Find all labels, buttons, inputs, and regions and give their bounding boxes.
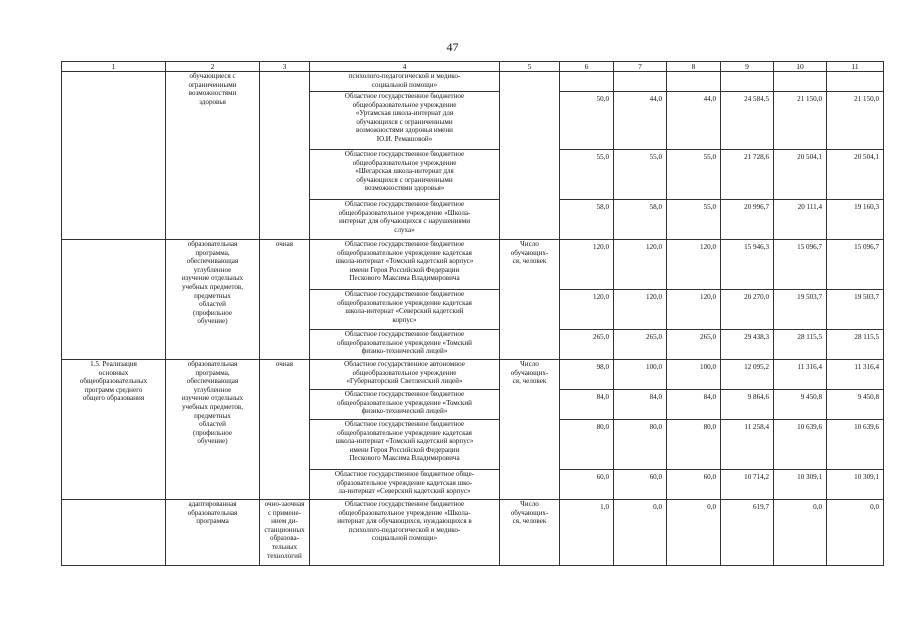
cell-form: очно-заочная с примене- нием ди- станционных образова- тельных технологий bbox=[260, 500, 310, 566]
cell-value: 44,0 bbox=[667, 92, 721, 150]
cell-value: 24 584,5 bbox=[721, 92, 774, 150]
cell-value: 120,0 bbox=[667, 240, 721, 290]
column-header: 7 bbox=[614, 62, 667, 72]
cell-institution: Областное государственное бюджетное общеобразовательное учреждение «Томский физико-технический лицей» bbox=[310, 390, 500, 420]
cell-value bbox=[667, 72, 721, 92]
column-header: 6 bbox=[560, 62, 614, 72]
table-row bbox=[62, 72, 884, 92]
column-header: 11 bbox=[827, 62, 884, 72]
table-row bbox=[62, 240, 884, 290]
cell-value: 98,0 bbox=[560, 360, 614, 390]
cell-value: 0,0 bbox=[667, 500, 721, 566]
page-number: 47 bbox=[446, 40, 459, 54]
cell-value: 15 946,3 bbox=[721, 240, 774, 290]
cell-institution: Областное государственное бюджетное общеобразовательное учреждение кадетская школа-интернат «Томский кадетский корпус» имени Героя Российской Федерации Пескового Максима Владимировича bbox=[310, 240, 500, 290]
cell-value: 19 503,7 bbox=[827, 290, 884, 330]
cell-value: 120,0 bbox=[560, 290, 614, 330]
cell-value: 1,0 bbox=[560, 500, 614, 566]
cell-value: 28 115,5 bbox=[827, 330, 884, 360]
cell-section bbox=[62, 72, 166, 240]
cell-institution: Областное государственное бюджетное общеобразовательное учреждение кадетская школа-интернат «Томский кадетский корпус» имени Героя Российской Федерации Пескового Максима Владимировича bbox=[310, 420, 500, 470]
cell-institution: Областное государственное бюджетное общеобразовательное учреждение «Уртамская школа-интернат для обучающихся с ограниченными возможностями здоровья имени Ю.И. Ремашовой» bbox=[310, 92, 500, 150]
cell-value: 84,0 bbox=[560, 390, 614, 420]
cell-value: 265,0 bbox=[667, 330, 721, 360]
cell-value: 44,0 bbox=[614, 92, 667, 150]
cell-value: 619,7 bbox=[721, 500, 774, 566]
cell-institution: Областное государственное бюджетное общеобразовательное учреждение «Школа- интернат для обучающихся, нуждающихся в психолого-педагогической и медико- социальной помощи» bbox=[310, 500, 500, 566]
cell-value: 120,0 bbox=[667, 290, 721, 330]
cell-value: 58,0 bbox=[560, 200, 614, 240]
column-header: 4 bbox=[310, 62, 500, 72]
cell-value: 20 270,0 bbox=[721, 290, 774, 330]
cell-value: 10 714,2 bbox=[721, 470, 774, 500]
cell-form: очная bbox=[260, 240, 310, 360]
cell-value: 55,0 bbox=[614, 150, 667, 200]
table-row bbox=[62, 500, 884, 566]
cell-value: 0,0 bbox=[827, 500, 884, 566]
cell-value: 10 309,1 bbox=[774, 470, 827, 500]
cell-value: 120,0 bbox=[614, 240, 667, 290]
cell-value: 0,0 bbox=[614, 500, 667, 566]
cell-value: 10 309,1 bbox=[827, 470, 884, 500]
cell-value bbox=[614, 72, 667, 92]
cell-value: 19 503,7 bbox=[774, 290, 827, 330]
cell-value: 15 096,7 bbox=[774, 240, 827, 290]
cell-value: 55,0 bbox=[667, 150, 721, 200]
cell-value bbox=[560, 72, 614, 92]
cell-indicator bbox=[500, 72, 560, 240]
cell-value: 60,0 bbox=[560, 470, 614, 500]
cell-institution: психолого-педагогической и медико- социальной помощи» bbox=[310, 72, 500, 92]
cell-value: 0,0 bbox=[774, 500, 827, 566]
cell-value: 100,0 bbox=[614, 360, 667, 390]
cell-program-type: образовательная программа, обеспечивающая углубленное изучение отдельных учебных предметов, предметных областей (профильное обучение) bbox=[166, 240, 260, 360]
cell-value: 11 316,4 bbox=[827, 360, 884, 390]
cell-value: 10 639,6 bbox=[827, 420, 884, 470]
column-header: 3 bbox=[260, 62, 310, 72]
cell-value: 100,0 bbox=[667, 360, 721, 390]
cell-value: 15 096,7 bbox=[827, 240, 884, 290]
cell-value: 20 504,1 bbox=[774, 150, 827, 200]
column-header: 9 bbox=[721, 62, 774, 72]
cell-value: 11 316,4 bbox=[774, 360, 827, 390]
cell-form bbox=[260, 72, 310, 240]
cell-value: 11 258,4 bbox=[721, 420, 774, 470]
cell-form: очная bbox=[260, 360, 310, 500]
cell-value bbox=[774, 72, 827, 92]
header-row bbox=[62, 62, 884, 72]
cell-value: 60,0 bbox=[614, 470, 667, 500]
cell-value: 55,0 bbox=[667, 200, 721, 240]
cell-section: 1.5. Реализация основных общеобразовательных программ среднего общего образования bbox=[62, 360, 166, 500]
cell-value: 55,0 bbox=[560, 150, 614, 200]
cell-value: 50,0 bbox=[560, 92, 614, 150]
cell-value: 80,0 bbox=[614, 420, 667, 470]
cell-value: 80,0 bbox=[667, 420, 721, 470]
budget-table bbox=[61, 61, 884, 566]
cell-value: 120,0 bbox=[560, 240, 614, 290]
cell-value: 265,0 bbox=[560, 330, 614, 360]
cell-value: 265,0 bbox=[614, 330, 667, 360]
cell-value: 9 450,8 bbox=[827, 390, 884, 420]
cell-institution: Областное государственное бюджетное общеобразовательное учреждение «Шегарская школа-интернат для обучающихся с ограниченными возможностями здоровья» bbox=[310, 150, 500, 200]
cell-value: 60,0 bbox=[667, 470, 721, 500]
cell-value: 21 150,0 bbox=[774, 92, 827, 150]
cell-value: 20 111,4 bbox=[774, 200, 827, 240]
cell-value: 12 095,2 bbox=[721, 360, 774, 390]
cell-value: 84,0 bbox=[614, 390, 667, 420]
cell-value: 58,0 bbox=[614, 200, 667, 240]
column-header: 5 bbox=[500, 62, 560, 72]
cell-section bbox=[62, 240, 166, 360]
cell-program-type: образовательная программа, обеспечивающая углубленное изучение отдельных учебных предметов, предметных областей (профильное обучение) bbox=[166, 360, 260, 500]
column-header: 2 bbox=[166, 62, 260, 72]
cell-value: 20 996,7 bbox=[721, 200, 774, 240]
cell-institution: Областное государственное бюджетное общеобразовательное учреждение «Томский физико-технический лицей» bbox=[310, 330, 500, 360]
table-row bbox=[62, 360, 884, 390]
cell-value: 20 504,1 bbox=[827, 150, 884, 200]
column-header: 10 bbox=[774, 62, 827, 72]
column-header: 8 bbox=[667, 62, 721, 72]
cell-value: 21 728,6 bbox=[721, 150, 774, 200]
cell-section bbox=[62, 500, 166, 566]
cell-institution: Областное государственное бюджетное обще- образовательное учреждение кадетская шко- ла-интернат «Северский кадетский корпус» bbox=[310, 470, 500, 500]
cell-value: 21 150,0 bbox=[827, 92, 884, 150]
cell-value: 28 115,5 bbox=[774, 330, 827, 360]
cell-institution: Областное государственное бюджетное общеобразовательное учреждение кадетская школа-интернат «Северский кадетский корпус» bbox=[310, 290, 500, 330]
cell-value bbox=[827, 72, 884, 92]
column-header: 1 bbox=[62, 62, 166, 72]
cell-value: 19 160,3 bbox=[827, 200, 884, 240]
cell-program-type: адаптированная образовательная программа bbox=[166, 500, 260, 566]
cell-value: 80,0 bbox=[560, 420, 614, 470]
cell-value: 9 864,6 bbox=[721, 390, 774, 420]
cell-indicator: Число обучающих- ся, человек bbox=[500, 240, 560, 360]
cell-value bbox=[721, 72, 774, 92]
cell-indicator: Число обучающих- ся, человек bbox=[500, 500, 560, 566]
cell-indicator: Число обучающих- ся, человек bbox=[500, 360, 560, 500]
cell-institution: Областное государственное автономное общеобразовательное учреждение «Губернаторский Светленский лицей» bbox=[310, 360, 500, 390]
cell-program-type: обучающиеся с ограниченными возможностями здоровья bbox=[166, 72, 260, 240]
cell-institution: Областное государственное бюджетное общеобразовательное учреждение «Школа- интернат для обучающихся с нарушениями слуха» bbox=[310, 200, 500, 240]
cell-value: 120,0 bbox=[614, 290, 667, 330]
cell-value: 29 438,3 bbox=[721, 330, 774, 360]
cell-value: 10 639,6 bbox=[774, 420, 827, 470]
cell-value: 9 450,8 bbox=[774, 390, 827, 420]
cell-value: 84,0 bbox=[667, 390, 721, 420]
